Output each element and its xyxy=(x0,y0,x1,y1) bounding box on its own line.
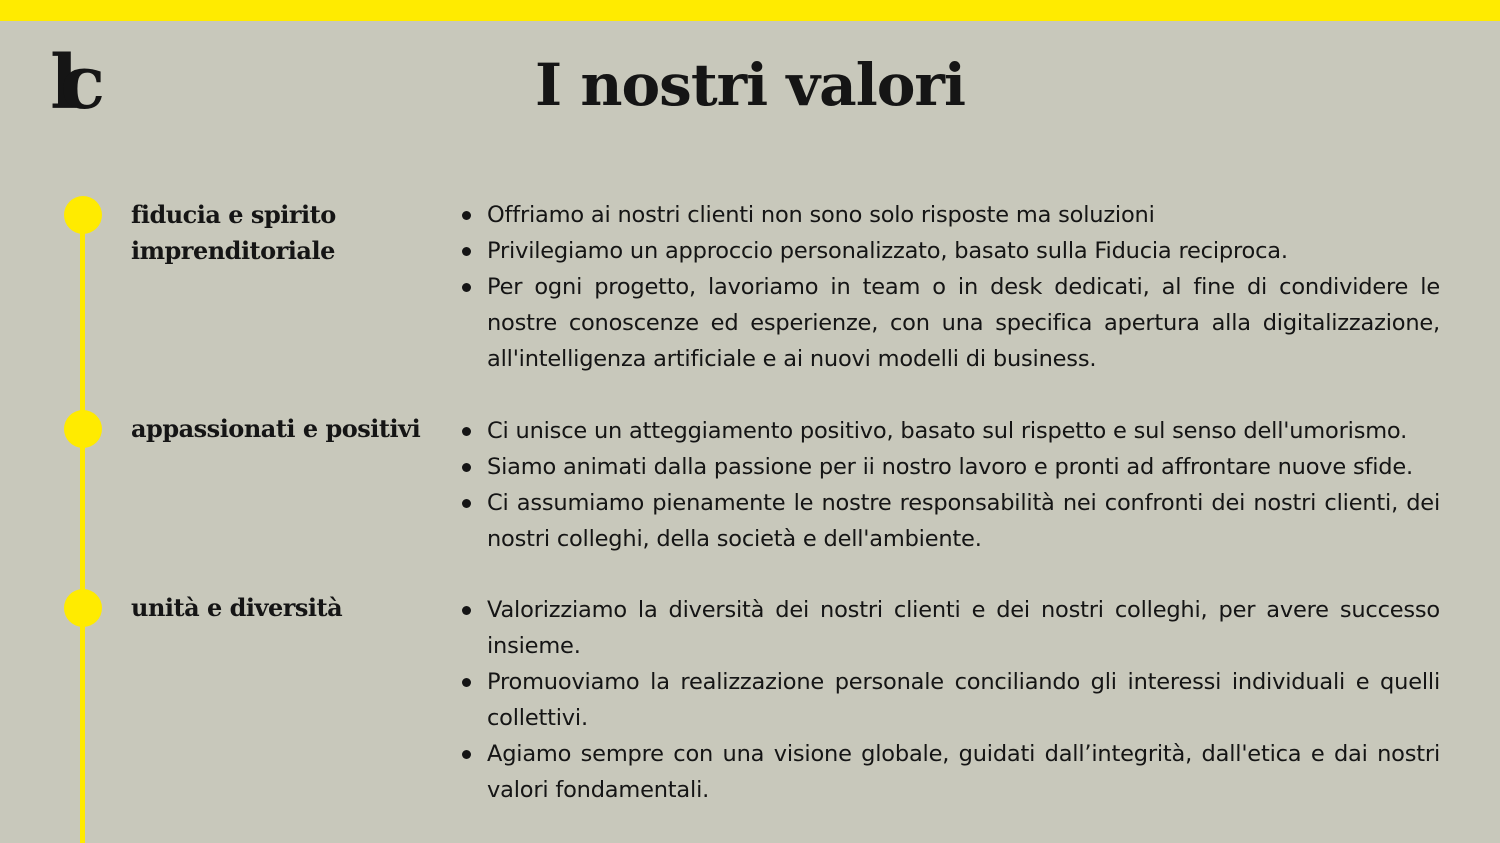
value-2-bullets xyxy=(460,413,1440,557)
bullet-text: Siamo animati dalla passione per ii nostro lavoro e pronti ad affrontare nuove sfide. xyxy=(487,454,1413,480)
bullet-item xyxy=(460,592,1440,664)
bullet-dot-icon xyxy=(462,247,471,256)
bullet-dot-icon xyxy=(462,211,471,220)
bullet-item xyxy=(460,664,1440,736)
bullet-dot-icon xyxy=(462,499,471,508)
bullet-text: Per ogni progetto, lavoriamo in team o in desk dedicati, al fine di condividere le nostre conoscenze ed esperienze, con una specifica apertura alla digitalizzazione, all'intelligenza artificiale e ai nuovi modelli di business. xyxy=(487,274,1440,372)
page-title: I nostri valori xyxy=(535,51,965,119)
bullet-dot-icon xyxy=(462,283,471,292)
bullet-text: Promuoviamo la realizzazione personale conciliando gli interessi individuali e quelli collettivi. xyxy=(487,669,1440,731)
bullet-item xyxy=(460,736,1440,808)
bullet-dot-icon xyxy=(462,606,471,615)
bullet-item xyxy=(460,269,1440,377)
value-3-bullets xyxy=(460,592,1440,808)
bullet-item xyxy=(460,233,1440,269)
bullet-item xyxy=(460,485,1440,557)
bullet-item xyxy=(460,197,1440,233)
bullet-text: Ci assumiamo pienamente le nostre responsabilità nei confronti dei nostri clienti, dei nostri colleghi, della società e dell'ambiente. xyxy=(487,490,1440,552)
bullet-dot-icon xyxy=(462,463,471,472)
value-1-bullets xyxy=(460,197,1440,377)
timeline-line xyxy=(80,214,85,843)
company-logo: lc xyxy=(50,40,88,126)
bullet-dot-icon xyxy=(462,750,471,759)
timeline-dot-1 xyxy=(64,196,102,234)
bullet-text: Privilegiamo un approccio personalizzato, basato sulla Fiducia reciproca. xyxy=(487,238,1288,264)
bullet-dot-icon xyxy=(462,427,471,436)
top-accent-bar xyxy=(0,0,1500,21)
bullet-text: Offriamo ai nostri clienti non sono solo risposte ma soluzioni xyxy=(487,202,1155,228)
value-title-1: fiducia e spirito imprenditoriale xyxy=(131,200,336,265)
bullet-text: Valorizziamo la diversità dei nostri clienti e dei nostri colleghi, per avere successo insieme. xyxy=(487,597,1440,659)
bullet-text: Agiamo sempre con una visione globale, guidati dall’integrità, dall'etica e dai nostri valori fondamentali. xyxy=(487,741,1440,803)
timeline-dot-2 xyxy=(64,410,102,448)
bullet-item xyxy=(460,413,1440,449)
value-title-3: unità e diversità xyxy=(131,593,343,622)
bullet-item xyxy=(460,449,1440,485)
bullet-text: Ci unisce un atteggiamento positivo, basato sul rispetto e sul senso dell'umorismo. xyxy=(487,418,1408,444)
timeline-dot-3 xyxy=(64,589,102,627)
bullet-dot-icon xyxy=(462,678,471,687)
value-title-2: appassionati e positivi xyxy=(131,414,421,443)
